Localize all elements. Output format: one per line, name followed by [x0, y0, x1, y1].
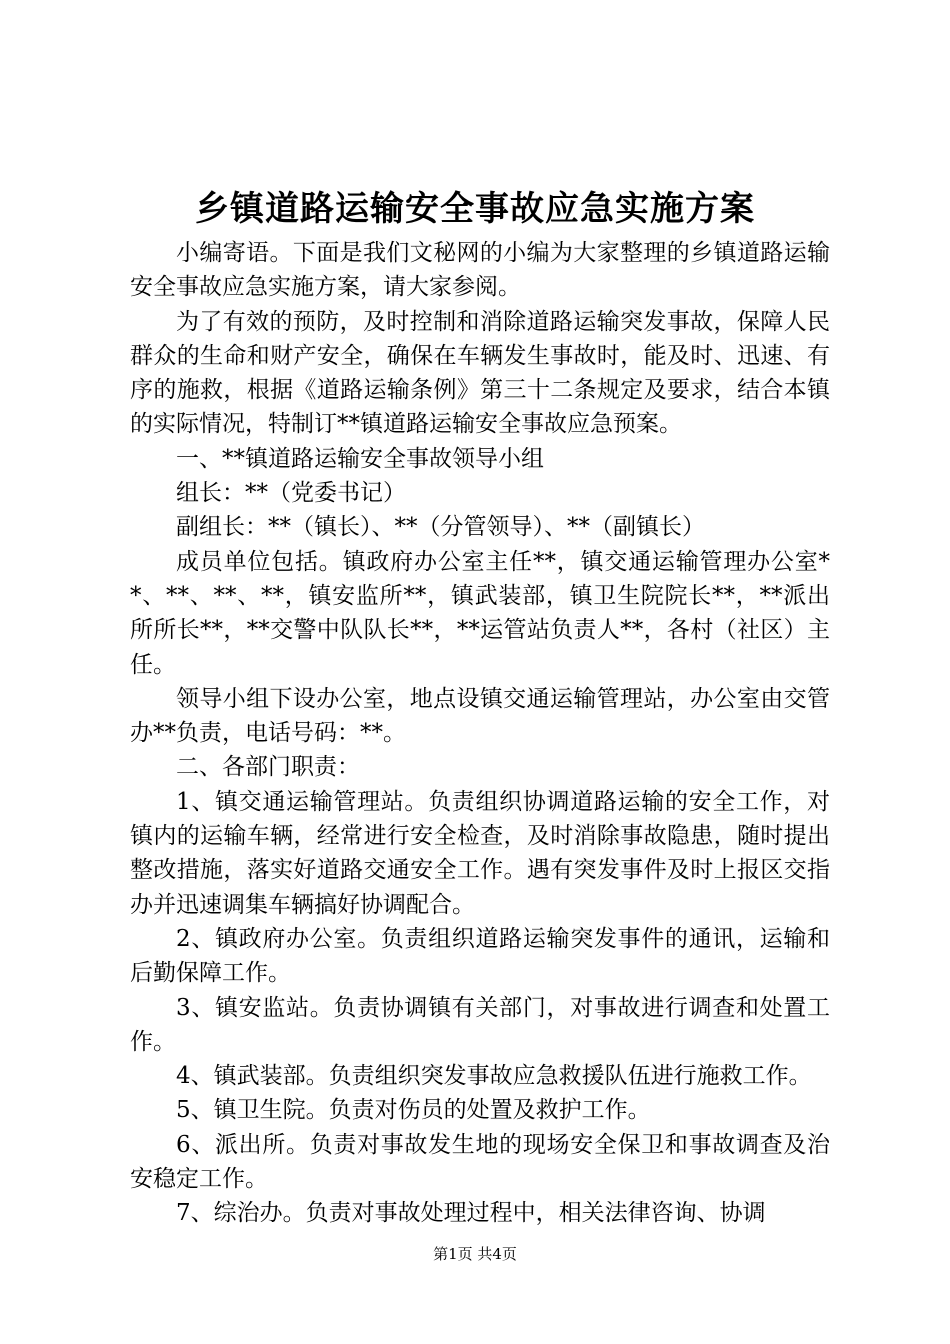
- paragraph-duty-4: 4、镇武装部。负责组织突发事故应急救援队伍进行施救工作。: [176, 1063, 812, 1090]
- paragraph-duty-3: 3、镇安监站。负责协调镇有关部门，对事故进行调查和处置工作。: [130, 994, 830, 1055]
- paragraph-duty-7: 7、综治办。负责对事故处理过程中，相关法律咨询、协调: [176, 1200, 766, 1227]
- paragraph-intro: 小编寄语。下面是我们文秘网的小编为大家整理的乡镇道路运输安全事故应急实施方案，请大家参阅。: [130, 240, 830, 301]
- paragraph-members: 成员单位包括。镇政府办公室主任**，镇交通运输管理办公室**、**、**、**，镇安监所**，镇武装部，镇卫生院院长**，**派出所所长**，**交警中队队长**，**运管站负责人**，各村（社区）主任。: [130, 548, 830, 678]
- paragraph-duty-6: 6、派出所。负责对事故发生地的现场安全保卫和事故调查及治安稳定工作。: [130, 1131, 830, 1193]
- document-body: [130, 236, 830, 1231]
- paragraph-purpose: 为了有效的预防，及时控制和消除道路运输突发事故，保障人民群众的生命和财产安全，确保在车辆发生事故时，能及时、迅速、有序的施救，根据《道路运输条例》第三十二条规定及要求，结合本镇的实际情况，特制订**镇道路运输安全事故应急预案。: [130, 308, 830, 438]
- paragraph-deputy-leaders: 副组长：**（镇长）、**（分管领导）、**（副镇长）: [176, 514, 705, 541]
- paragraph-leader: 组长：**（党委书记）: [176, 480, 406, 507]
- document-title: 乡镇道路运输安全事故应急实施方案: [195, 189, 755, 229]
- paragraph-duty-5: 5、镇卫生院。负责对伤员的处置及救护工作。: [176, 1097, 651, 1124]
- section-heading-duties: 二、各部门职责：: [176, 754, 360, 781]
- section-heading-leadership: 一、**镇道路运输安全事故领导小组: [176, 445, 544, 472]
- paragraph-duty-1: 1、镇交通运输管理站。负责组织协调道路运输的安全工作，对镇内的运输车辆，经常进行安全检查，及时消除事故隐患，随时提出整改措施，落实好道路交通安全工作。遇有突发事件及时上报区交指办并迅速调集车辆搞好协调配合。: [130, 788, 830, 918]
- paragraph-duty-2: 2、镇政府办公室。负责组织道路运输突发事件的通讯，运输和后勤保障工作。: [130, 925, 830, 987]
- paragraph-office: 领导小组下设办公室，地点设镇交通运输管理站，办公室由交管办**负责，电话号码：**。: [130, 685, 830, 747]
- page-footer: 第1页 共4页: [433, 1245, 517, 1263]
